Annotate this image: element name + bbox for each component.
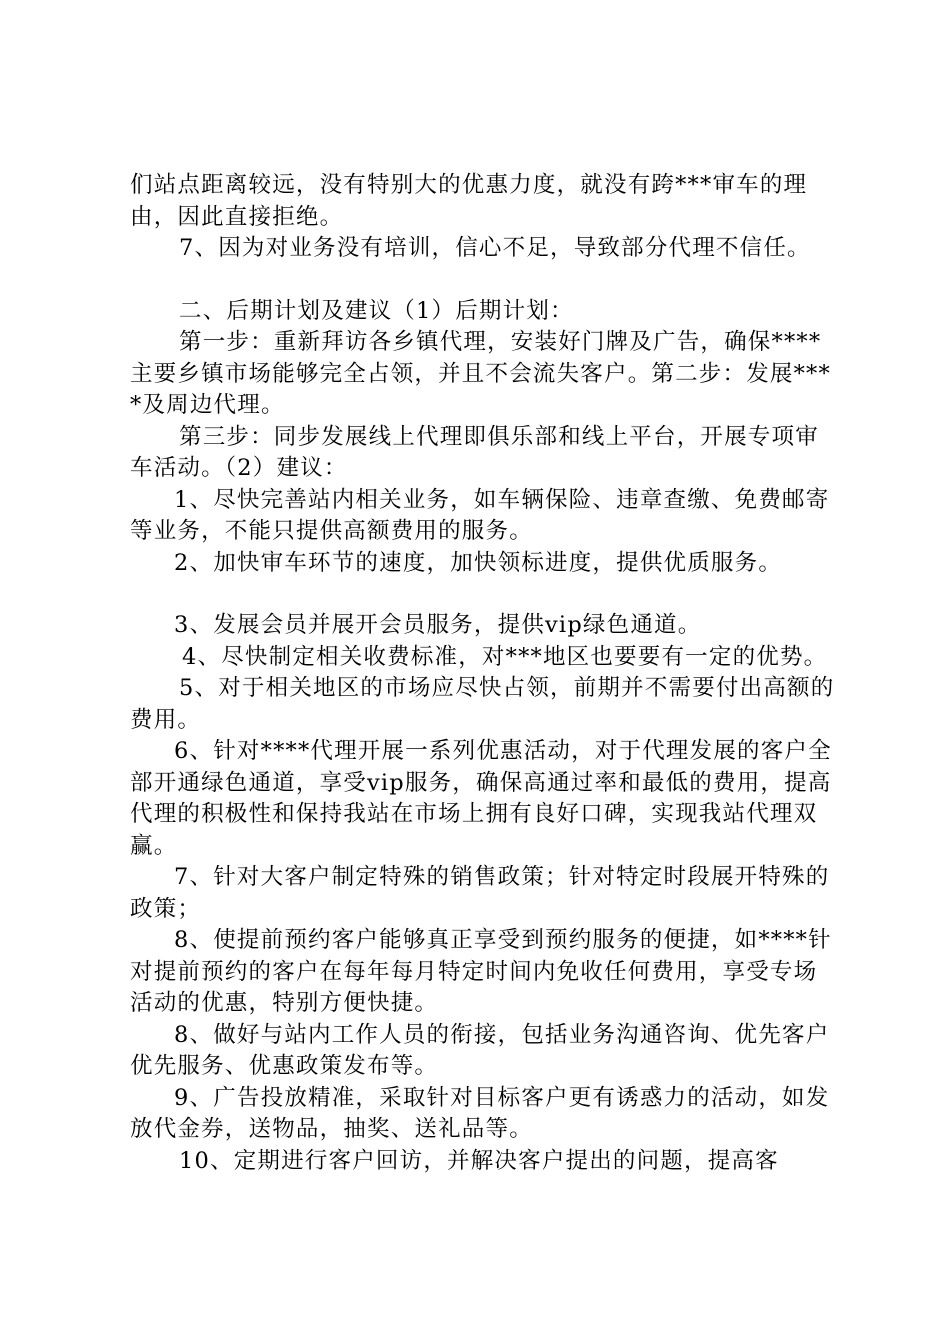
paragraph-suggestion-2: 2、加快审车环节的速度，加快领标进度，提供优质服务。 (174, 549, 783, 576)
paragraph-suggestion-7: 7、针对大客户制定特殊的销售政策；针对特定时段展开特殊的政策； (130, 864, 830, 922)
paragraph-suggestion-10: 10、定期进行客户回访，并解决客户提出的问题，提高客 (179, 1147, 779, 1174)
paragraph-plan-step-1-2: 第一步：重新拜访各乡镇代理，安装好门牌及广告，确保****主要乡镇市场能够完全占领，并且不会流失客户。第二步：发展****及周边代理。 (130, 329, 831, 418)
section-heading-plan: 二、后期计划及建议（1）后期计划： (179, 297, 574, 324)
document-body (130, 170, 835, 1177)
paragraph-suggestion-5: 5、对于相关地区的市场应尽快占领，前期并不需要付出高额的费用。 (130, 675, 835, 733)
paragraph-suggestion-8b: 8、做好与站内工作人员的衔接，包括业务沟通咨询、优先客户优先服务、优惠政策发布等。 (130, 1021, 830, 1079)
paragraph-problem-7: 7、因为对业务没有培训，信心不足，导致部分代理不信任。 (179, 235, 811, 261)
paragraph-continuation: 们站点距离较远，没有特别大的优惠力度，就没有跨***审车的理由，因此直接拒绝。 (130, 172, 808, 230)
paragraph-suggestion-6: 6、针对****代理开展一系列优惠活动，对于代理发展的客户全部开通绿色通道，享受vip服务，确保高通过率和最低的费用，提高代理的积极性和保持我站在市场上拥有良好口碑，实现我站代理双赢。 (130, 738, 832, 859)
paragraph-plan-step-3: 第三步：同步发展线上代理即俱乐部和线上平台，开展专项审车活动。（2）建议： (130, 423, 819, 481)
paragraph-suggestion-4: 4、尽快制定相关收费标准，对***地区也要要有一定的优势。 (182, 643, 828, 670)
paragraph-suggestion-9: 9、广告投放精准，采取针对目标客户更有诱惑力的活动，如发放代金券，送物品，抽奖、送礼品等。 (130, 1084, 830, 1142)
paragraph-suggestion-3: 3、发展会员并展开会员服务，提供vip绿色通道。 (174, 612, 702, 638)
paragraph-suggestion-1: 1、尽快完善站内相关业务，如车辆保险、违章查缴、免费邮寄等业务，不能只提供高额费用的服务。 (130, 486, 830, 544)
paragraph-suggestion-8a: 8、使提前预约客户能够真正享受到预约服务的便捷，如****针对提前预约的客户在每年每月特定时间内免收任何费用，享受专场活动的优惠，特别方便快捷。 (130, 927, 832, 1016)
